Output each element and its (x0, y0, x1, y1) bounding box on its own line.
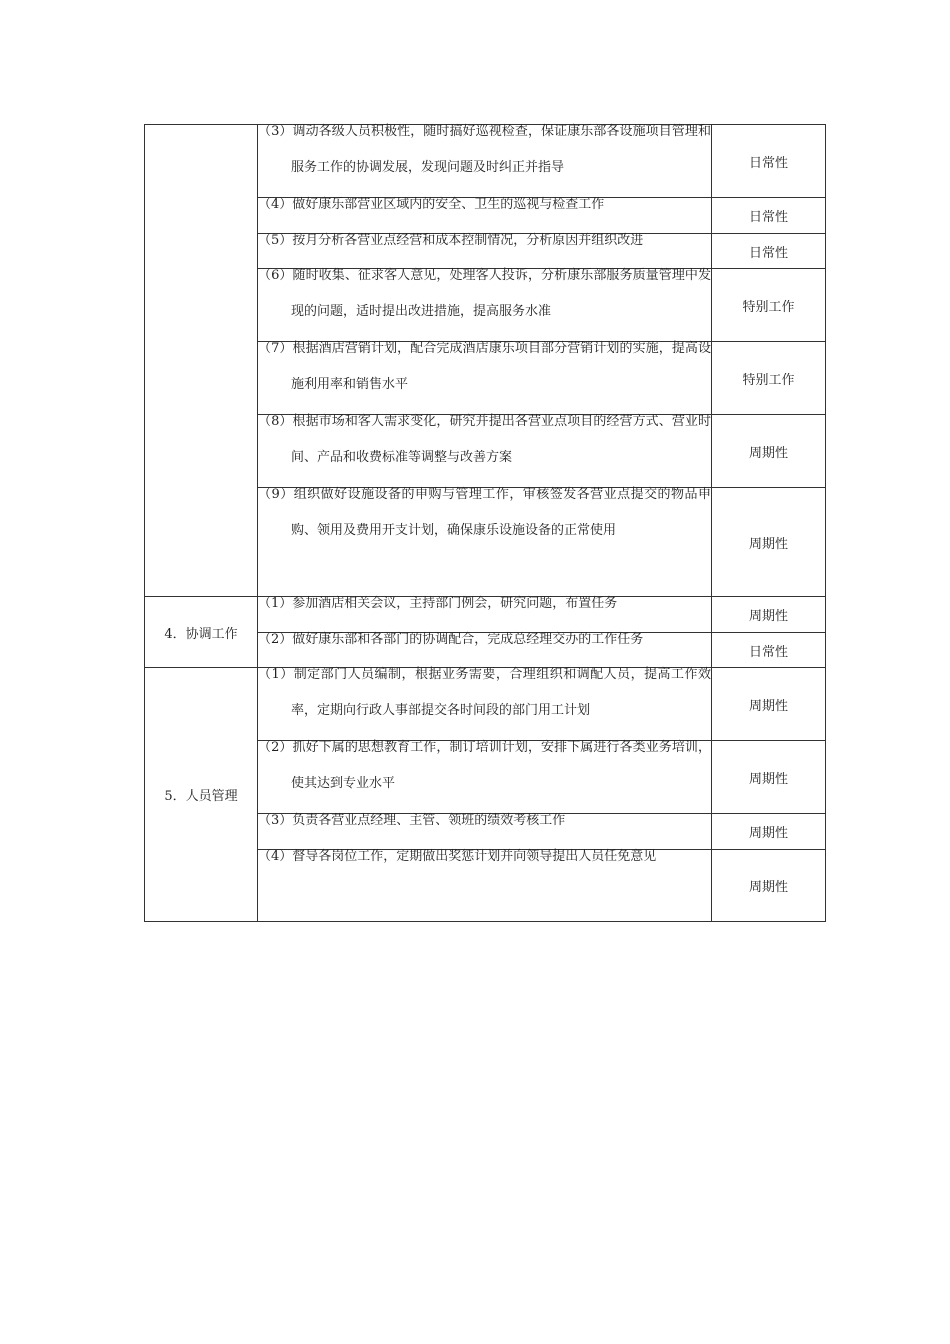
frequency-cell: 日常性 (712, 633, 826, 668)
task-text: （8）根据市场和客人需求变化，研究并提出各营业点项目的经营方式、营业时间、产品和收费标准等调整与改善方案 (258, 414, 711, 465)
frequency-cell: 周期性 (712, 668, 826, 741)
frequency-cell: 周期性 (712, 850, 826, 922)
task-text: （5）按月分析各营业点经营和成本控制情况，分析原因并组织改进 (258, 233, 644, 248)
frequency-cell: 特别工作 (712, 342, 826, 415)
frequency-cell: 日常性 (712, 125, 826, 198)
task-text: （7）根据酒店营销计划，配合完成酒店康乐项目部分营销计划的实施，提高设施利用率和销售水平 (258, 341, 711, 392)
task-text: （4）督导各岗位工作，定期做出奖惩计划并向领导提出人员任免意见 (258, 849, 657, 864)
frequency-cell: 周期性 (712, 415, 826, 488)
task-text: （1）参加酒店相关会议，主持部门例会，研究问题，布置任务 (258, 596, 618, 611)
category-cell (145, 125, 258, 597)
frequency-cell: 周期性 (712, 488, 826, 597)
frequency-cell: 日常性 (712, 234, 826, 269)
task-cell (258, 488, 712, 597)
frequency-cell: 周期性 (712, 741, 826, 814)
task-text: （2）做好康乐部和各部门的协调配合，完成总经理交办的工作任务 (258, 632, 644, 647)
duty-table (144, 124, 826, 922)
task-text: （3）负责各营业点经理、主管、领班的绩效考核工作 (258, 813, 566, 828)
task-cell (258, 850, 712, 922)
frequency-cell: 特别工作 (712, 269, 826, 342)
task-text: （6）随时收集、征求客人意见，处理客人投诉，分析康乐部服务质量管理中发现的问题，适时提出改进措施，提高服务水准 (258, 268, 711, 319)
frequency-cell: 周期性 (712, 814, 826, 850)
task-text: （9）组织做好设施设备的申购与管理工作，审核签发各营业点提交的物品申购、领用及费用开支计划，确保康乐设施设备的正常使用 (258, 487, 711, 538)
frequency-cell: 周期性 (712, 597, 826, 633)
category-cell: 4．协调工作 (145, 597, 258, 668)
task-text: （4）做好康乐部营业区域内的安全、卫生的巡视与检查工作 (258, 197, 605, 212)
task-text: （3）调动各级人员积极性，随时搞好巡视检查，保证康乐部各设施项目管理和服务工作的协调发展，发现问题及时纠正并指导 (258, 124, 711, 175)
category-cell: 5．人员管理 (145, 668, 258, 922)
task-text: （1）制定部门人员编制，根据业务需要，合理组织和调配人员，提高工作效率，定期向行政人事部提交各时间段的部门用工计划 (258, 667, 711, 718)
frequency-cell: 日常性 (712, 198, 826, 234)
task-text: （2）抓好下属的思想教育工作，制订培训计划，安排下属进行各类业务培训，使其达到专业水平 (258, 740, 711, 791)
